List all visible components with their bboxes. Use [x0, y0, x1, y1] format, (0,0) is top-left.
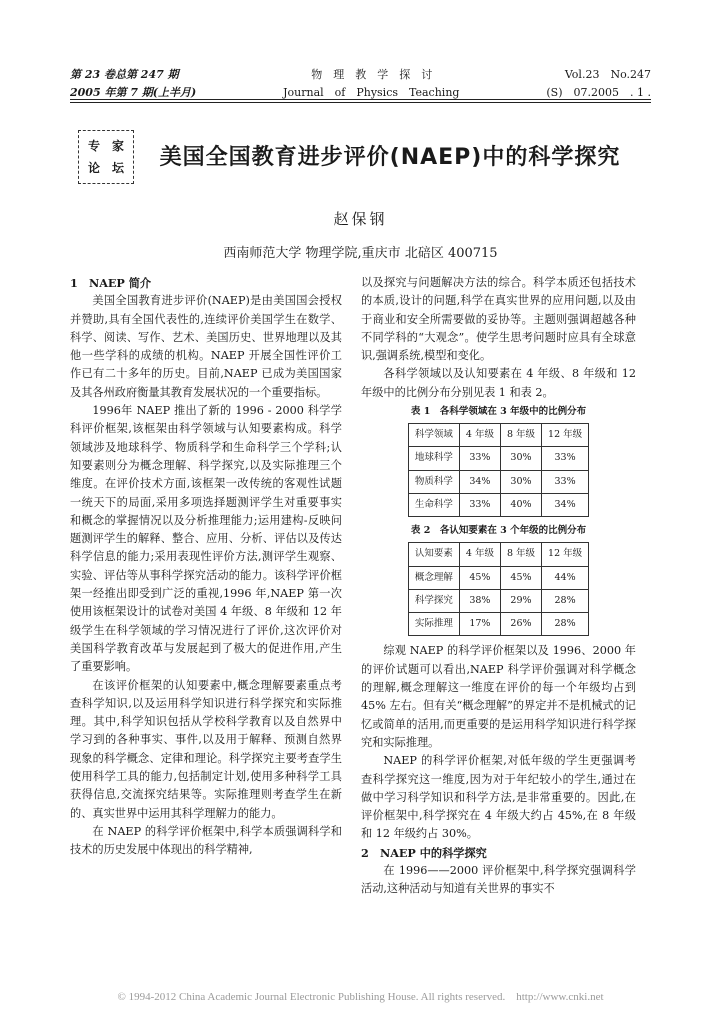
table-cell: 28%: [542, 613, 589, 636]
paragraph: 综观 NAEP 的科学评价框架以及 1996、2000 年的评价试题可以看出,NAEP 科学评价强调对科学概念的理解,概念理解这一维度在评价的每一个年级均占到 45% 左右。但有关“概念理解”的界定并不是机械式的记忆或简单的活用,而更重要的是运用科学知识进行科学探究和实际推理。: [361, 644, 636, 749]
table-row: [408, 493, 588, 516]
table-cell: 34%: [459, 470, 500, 493]
paragraph: NAEP 的科学评价框架,对低年级的学生更强调考查科学探究这一维度,因为对于年纪较小的学生,通过在做中学习科学知识和科学方法,是非常重要的。因此,在评价框架中,科学探究在 4 年级大约占 45%,在 8 年级和 12 年级约占 30%。: [361, 754, 636, 841]
table-header-cell: 8 年级: [500, 424, 541, 447]
table-cell: 33%: [459, 493, 500, 516]
header-rule: [70, 99, 651, 100]
table1: [408, 423, 589, 517]
table-header-row: [408, 543, 588, 566]
table-row: [408, 566, 588, 589]
table-cell: 17%: [459, 613, 500, 636]
table-header-cell: 认知要素: [408, 543, 459, 566]
column-badge-line1: 专 家: [87, 139, 124, 153]
header-volume: 第 23 卷总第 247 期: [70, 68, 179, 81]
table-cell: 28%: [542, 589, 589, 612]
section-heading-2: 2 NAEP 中的科学探究: [361, 845, 487, 860]
article-title: 美国全国教育进步评价(NAEP)中的科学探究: [159, 145, 621, 170]
table-cell: 30%: [500, 447, 541, 470]
table-header-cell: 12 年级: [542, 543, 589, 566]
table-cell: 地球科学: [408, 447, 459, 470]
table-cell: 物质科学: [408, 470, 459, 493]
header-rule-2: [70, 102, 651, 103]
table2-caption: 表 2 各认知要素在 3 个年级的比例分布: [410, 525, 587, 537]
table-row: [408, 470, 588, 493]
table-row: [408, 447, 588, 470]
paragraph: 在 1996——2000 评价框架中,科学探究强调科学活动,这种活动与知道有关世界的事实不: [361, 864, 636, 896]
paragraph: 美国全国教育进步评价(NAEP)是由美国国会授权并赞助,具有全国代表性的,连续评价美国学生在数学、科学、阅读、写作、艺术、美国历史、世界地理以及其他一些学科的成绩的机构。NAEP 开展全国性评价工作已有二十多年的历史。目前,NAEP 已成为美国国家及其各州政府衡量其教育发展状况的一个重要指标。: [70, 294, 342, 399]
table-row: [408, 589, 588, 612]
table-cell: 实际推理: [408, 613, 459, 636]
section-heading-1: 1 NAEP 简介: [70, 276, 152, 290]
left-column: [70, 274, 342, 860]
paragraph: 在该评价框架的认知要素中,概念理解要素重点考查科学知识,以及运用科学知识进行科学探究和实际推理。其中,科学知识包括从学校科学教育以及自然界中学习到的各种事实、事件,以及用于解释、预测自然界现象的科学概念、定律和理论。科学探究主要考查学生使用科学工具的能力,包括制定计划,使用多种科学工具获得信息,交流探究结果等。实际推理则考查学生在新的、真实世界中运用其科学理解力的能力。: [70, 678, 342, 820]
header-journal-cn: 物 理 教 学 探 讨: [311, 68, 433, 81]
table-cell: 33%: [542, 447, 589, 470]
table-cell: 概念理解: [408, 566, 459, 589]
table-cell: 44%: [542, 566, 589, 589]
table-header-cell: 科学领域: [408, 424, 459, 447]
table-cell: 33%: [459, 447, 500, 470]
table2: [408, 542, 589, 636]
table-header-cell: 4 年级: [459, 424, 500, 447]
table-row: [408, 613, 588, 636]
table-cell: 生命科学: [408, 493, 459, 516]
table-cell: 29%: [500, 589, 541, 612]
header-vol-en: Vol.23 No.247: [564, 68, 651, 81]
table-cell: 33%: [542, 470, 589, 493]
table-header-row: [408, 424, 588, 447]
header-journal-en: Journal of Physics Teaching: [283, 86, 460, 99]
table-cell: 34%: [542, 493, 589, 516]
paragraph: 以及探究与问题解决方法的综合。科学本质还包括技术的本质,设计的问题,科学在真实世界的应用问题,以及由于商业和安全所需要做的妥协等。主题则强调超越各种不同学科的“大观念”。使学生思考问题时应具有全球意识,强调系统,模型和变化。: [361, 276, 636, 363]
table-cell: 26%: [500, 613, 541, 636]
table-header-cell: 4 年级: [459, 543, 500, 566]
table1-caption: 表 1 各科学领域在 3 年级中的比例分布: [410, 406, 587, 418]
paragraph: 1996年 NAEP 推出了新的 1996 - 2000 科学学科评价框架,该框架由科学领域与认知要素构成。科学领域涉及地球科学、物质科学和生命科学三个学科;认知要素则分为概念理解、科学探究,以及实际推理三个维度。在评价技术方面,该框架一改传统的客观性试题一统天下的局面,采用多项选择题测评学生对重要事实和概念的掌握情况以及分析推理能力;运用建构-反映问题测评学生的解释、整合、应用、分析、评估以及传达科学信息的能力;采用表现性评价方法,测评学生观察、实验、评估等从事科学探究活动的能力。该科学评价框架一经推出即受到广泛的重视,1996 年,NAEP 第一次使用该框架设计的试卷对美国 4 年级、8 年级和 12 年级学生在科学领域的学习情况进行了评价,这次评价对美国科学教育改革与发展起到了极大的促进作用,产生了重要影响。: [70, 404, 342, 674]
copyright-footer: © 1994-2012 China Academic Journal Electronic Publishing House. All rights reserved. http://www.cnki.net: [117, 991, 604, 1003]
table-cell: 38%: [459, 589, 500, 612]
article-author: 赵保钢: [333, 210, 388, 228]
table-header-cell: 12 年级: [542, 424, 589, 447]
column-badge-line2: 论 坛: [87, 161, 124, 175]
article-affiliation: 西南师范大学 物理学院,重庆市 北碚区 400715: [223, 246, 498, 261]
column-badge: [78, 130, 134, 184]
table-cell: 40%: [500, 493, 541, 516]
table-cell: 30%: [500, 470, 541, 493]
right-column: [361, 274, 636, 899]
header-date: (S) 07.2005 . 1 .: [546, 86, 651, 99]
table-cell: 45%: [459, 566, 500, 589]
table-cell: 科学探究: [408, 589, 459, 612]
paragraph: 各科学领域以及认知要素在 4 年级、8 年级和 12 年级中的比例分布分别见表 1 和表 2。: [361, 367, 636, 399]
header-issue: 2005 年第 7 期(上半月): [70, 86, 197, 99]
table-header-cell: 8 年级: [500, 543, 541, 566]
table-cell: 45%: [500, 566, 541, 589]
paragraph: 在 NAEP 的科学评价框架中,科学本质强调科学和技术的历史发展中体现出的科学精神,: [70, 824, 342, 857]
running-header: [70, 66, 651, 100]
